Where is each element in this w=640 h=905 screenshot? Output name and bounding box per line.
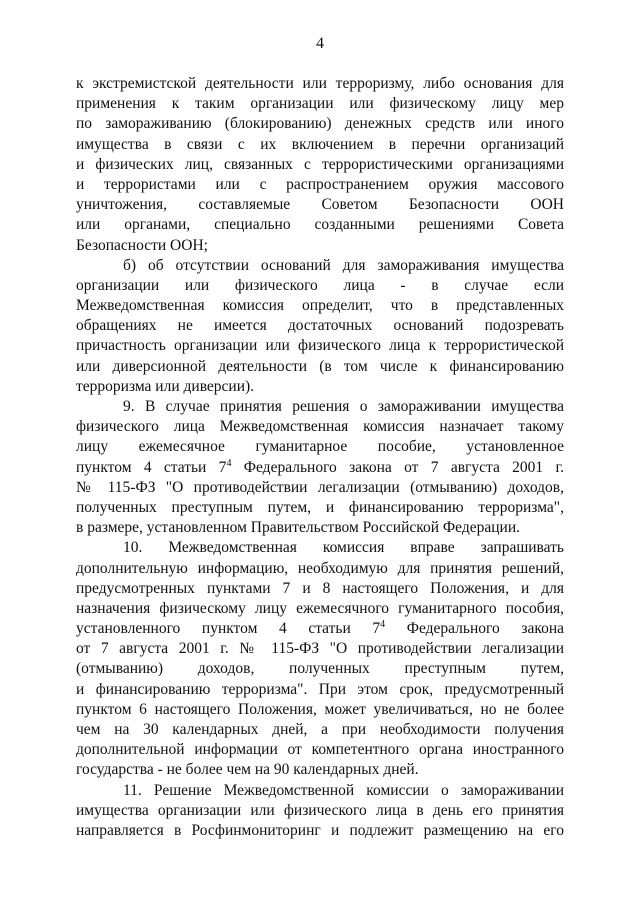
text-line: дополнительную информацию, необходимую для принятия решений, <box>76 559 564 577</box>
text-line: в размере, установленном Правительством Российской Федерации. <box>76 519 521 537</box>
text-line: (отмыванию) доходов, полученных преступным путем, <box>76 660 564 678</box>
text-line: назначения физическому лицу ежемесячного гуманитарного пособия, <box>76 599 564 617</box>
text-line: имущества в связи с их включением в перечни организаций <box>76 135 564 153</box>
text-line: причастность организации или физического лица к террористической <box>76 337 564 355</box>
text-line: к экстремистской деятельности или терроризму, либо основания для <box>76 75 564 92</box>
text-line: обращениях не имеется достаточных оснований подозревать <box>76 317 564 335</box>
text-line: предусмотренных пунктами 7 и 8 настоящего Положения, и для <box>76 579 564 597</box>
text-line: дополнительной информации от компетентного органа иностранного <box>76 741 564 759</box>
text-line: 10. Межведомственная комиссия вправе запрашивать <box>123 539 564 557</box>
text-line: и физических лиц, связанных с террористическими организациями <box>76 155 564 173</box>
text-line: 9. В случае принятия решения о замораживании имущества <box>123 398 564 415</box>
text-line: и финансированию терроризма". При этом срок, предусмотренный <box>76 680 564 698</box>
text-line: пунктом 6 настоящего Положения, может увеличиваться, но не более <box>76 700 564 718</box>
text-line: Безопасности ООН; <box>76 236 208 254</box>
text-line: чем на 30 календарных дней, а при необходимости получения <box>76 721 564 738</box>
text-line: пунктом 4 статьи $7^4$ Федерального закона от 7 августа 2001 г. <box>76 457 564 476</box>
text-line: по замораживанию (блокированию) денежных средств или иного <box>76 115 564 133</box>
text-line: организации или физического лица - в случае если <box>76 276 564 294</box>
text-line: лицу ежемесячное гуманитарное пособие, установленное <box>76 438 564 456</box>
text-line: от 7 августа 2001 г. № 115-ФЗ "О противодействии легализации <box>76 640 564 658</box>
text-line: терроризма или диверсии). <box>76 377 255 395</box>
text-line: физического лица Межведомственная комиссия назначает такому <box>76 418 564 436</box>
text-line: № 115-ФЗ "О противодействии легализации (отмыванию) доходов, <box>76 478 564 496</box>
text-line: или диверсионной деятельности (в том числе к финансированию <box>76 357 564 375</box>
text-line: или органами, специально созданными решениями Совета <box>76 216 564 234</box>
text-line: 11. Решение Межведомственной комиссии о замораживании <box>123 781 564 799</box>
text-line: полученных преступным путем, и финансированию терроризма", <box>76 498 564 516</box>
text-line: применения к таким организации или физическому лицу мер <box>76 95 564 113</box>
text-line: Межведомственная комиссия определит, что в представленных <box>76 297 564 315</box>
text-line: и террористами или с распространением оружия массового <box>76 175 564 193</box>
page-number: 4 <box>316 35 324 52</box>
text-line: установленного пунктом 4 статьи $7^4$ Федерального закона <box>76 619 564 638</box>
text-line: государства - не более чем на 90 календарных дней. <box>76 761 419 779</box>
text-line: направляется в Росфинмониторинг и подлежит размещению на его <box>76 821 564 839</box>
text-line: б) об отсутствии оснований для замораживания имущества <box>123 256 564 274</box>
document-body <box>76 74 564 841</box>
text-line: имущества организации или физического лица в день его принятия <box>76 801 564 819</box>
text-line: уничтожения, составляемые Советом Безопасности ООН <box>76 196 564 214</box>
